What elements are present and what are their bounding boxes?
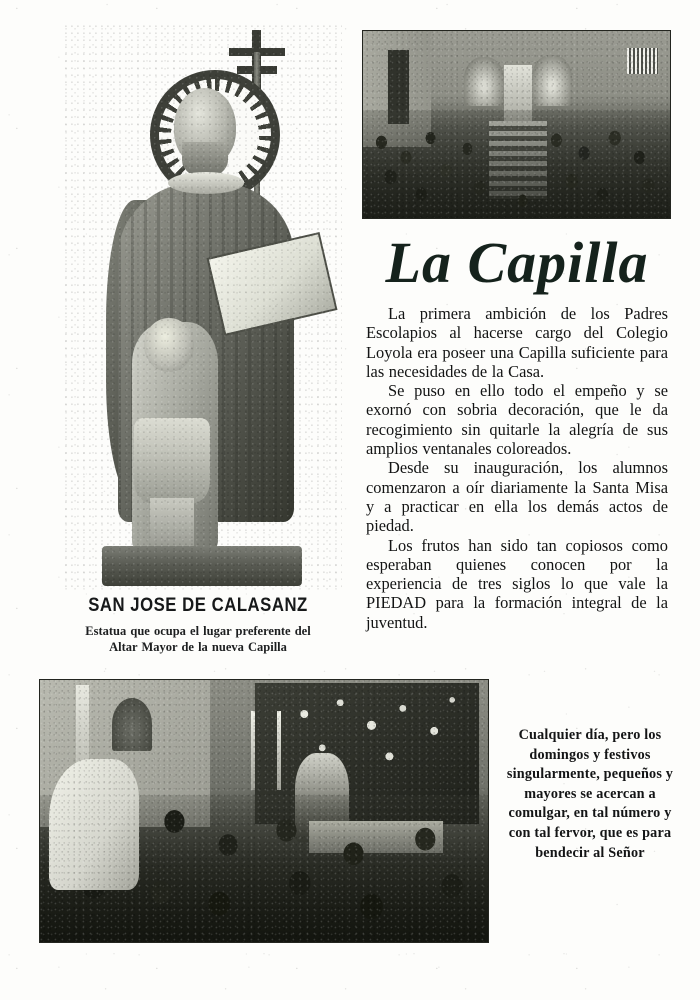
article-body [366,304,668,632]
article-paragraph: Se puso en ello todo el empeño y se exornó con sobria decoración, que le da recogimiento sin quitarle la alegría de sus amplios ventanales coloreados. [366,381,668,459]
article-paragraph: Los frutos han sido tan copiosos como esperaban quienes conocen por la experiencia de tres siglos lo que vale la PIEDAD para la formación integral de la juventud. [366,535,668,632]
article-title: La Capilla [385,230,649,295]
saint-statue-photo [62,22,342,592]
article-paragraph: Desde su inauguración, los alumnos comenzaron a oír diariamente la Santa Misa y a practicar en ella los demás actos de piedad. [366,458,668,536]
statue-caption-title: SAN JOSE DE CALASANZ [88,595,308,616]
statue-caption-subtitle-line-1: Estatua que ocupa el lugar preferente del [85,624,311,638]
article-column [366,232,668,632]
statue-caption [48,595,348,655]
chapel-interior-photo [362,30,671,219]
communion-caption: Cualquier día, pero los domingos y festivos singularmente, pequeños y mayores se acercan a comulgar, en tal número y con tal fervor, que es para bendecir al Señor [506,727,674,861]
communion-photo [39,679,489,943]
statue-caption-subtitle-line-2: Altar Mayor de la nueva Capilla [109,640,287,654]
article-paragraph: La primera ambición de los Padres Escolapios al hacerse cargo del Colegio Loyola era poseer una Capilla suficiente para las necesidades de la Casa. [366,304,668,381]
statue-caption-subtitle [48,623,348,655]
photo-halftone-grain [62,22,342,592]
photo-halftone-grain [363,31,670,218]
photo-halftone-grain [40,680,488,942]
